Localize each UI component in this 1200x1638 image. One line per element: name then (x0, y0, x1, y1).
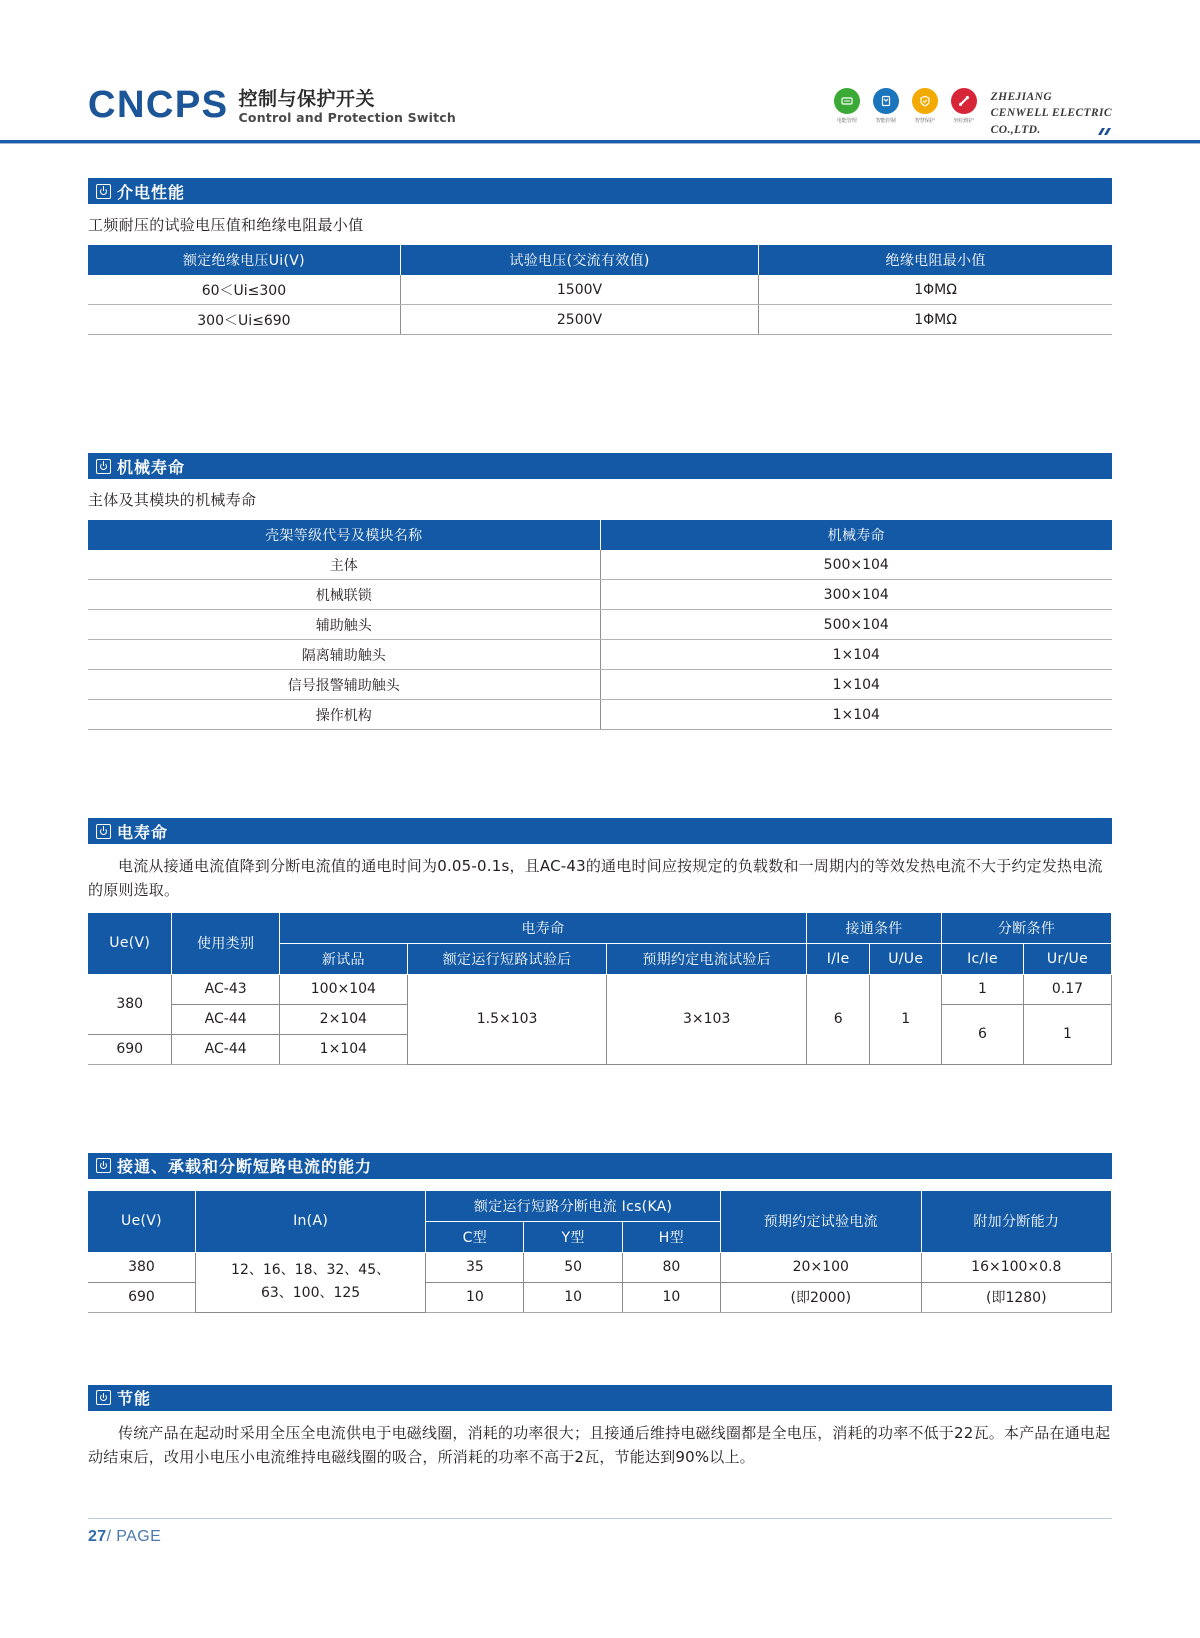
column-header-new-sample: 新试品 (279, 943, 407, 974)
corporate-identity (831, 88, 1112, 138)
column-header-i-ie: I/Ie (806, 943, 869, 974)
cell-test-voltage: 2500V (400, 305, 758, 335)
cell-ics-type-h: 10 (622, 1282, 720, 1312)
table-row (88, 640, 1112, 670)
table-row (88, 610, 1112, 640)
column-header-utilization-category: 使用类别 (172, 913, 279, 975)
cell-life-value: 500×104 (600, 610, 1112, 640)
table-row (88, 275, 1112, 305)
table-row (88, 1252, 1112, 1282)
column-group-header-making-conditions: 接通条件 (806, 913, 941, 944)
section-caption: 工频耐压的试验电压值和绝缘电阻最小值 (88, 216, 364, 234)
cell-ur-ue-merged: 1 (1023, 1004, 1111, 1064)
table-row (88, 580, 1112, 610)
cell-life-value: 300×104 (600, 580, 1112, 610)
cell-module-name: 隔离辅助触头 (88, 640, 600, 670)
section-caption: 主体及其模块的机械寿命 (88, 491, 257, 509)
company-name-line-3: CO.,LTD. (990, 123, 1041, 136)
cell-module-name: 机械联锁 (88, 580, 600, 610)
cell-ue-380: 380 (88, 974, 172, 1034)
column-group-header-ics: 额定运行短路分断电流 Ics(KA) (426, 1191, 721, 1222)
footer-divider (88, 1518, 1112, 1519)
cell-ics-type-c: 10 (426, 1282, 524, 1312)
table-row (88, 700, 1112, 730)
feature-icon-row (831, 88, 980, 124)
page-footer (88, 1518, 1112, 1546)
cell-life-value: 1×104 (600, 670, 1112, 700)
page-number-block (88, 1528, 1112, 1546)
mechanical-life-table (88, 520, 1112, 730)
feature-label: 电能管理 (836, 118, 857, 124)
table-row (88, 305, 1112, 335)
brand-wordmark: CNCPS (88, 84, 229, 126)
column-header-after-prospective-current: 预期约定电流试验后 (607, 943, 807, 974)
section-electrical-life (88, 818, 1112, 1065)
section-paragraph: 电流从接通电流值降到分断电流值的通电时间为0.05-0.1s，且AC-43的通电时间应按规定的负载数和一周期内的等效发热电流不大于约定发热电流的原则选取。 (88, 857, 1103, 900)
cell-voltage-range: 60＜Ui≤300 (88, 275, 400, 305)
feature-power-management (831, 88, 863, 124)
feature-label: 智慧保护 (914, 118, 935, 124)
section-spacer (88, 1313, 1112, 1385)
feature-easy-maintenance (948, 88, 980, 124)
cell-prospective-current: (即2000) (720, 1282, 921, 1312)
section-title: 介电性能 (117, 182, 186, 202)
page-header (0, 0, 1200, 142)
cell-ics-type-c: 35 (426, 1252, 524, 1282)
column-header-in: In(A) (195, 1191, 425, 1253)
smart-control-icon (873, 88, 899, 114)
section-title: 机械寿命 (117, 457, 186, 477)
short-circuit-table (88, 1191, 1112, 1313)
cell-ue-380: 380 (88, 1252, 195, 1282)
cell-voltage-range: 300＜Ui≤690 (88, 305, 400, 335)
table-row (88, 974, 1112, 1004)
cell-after-rated-short-circuit: 1.5×103 (407, 974, 607, 1064)
brand-chinese-name: 控制与保护开关 (238, 87, 376, 110)
cell-after-prospective-current: 3×103 (607, 974, 807, 1064)
column-header-ic-ie: Ic/Ie (942, 943, 1024, 974)
electrical-life-table (88, 913, 1112, 1065)
cell-module-name: 辅助触头 (88, 610, 600, 640)
table-header-row (88, 520, 1112, 550)
cell-category-ac43: AC-43 (172, 974, 279, 1004)
column-header-ue: Ue(V) (88, 913, 172, 975)
column-header-frame-code-module: 壳架等级代号及模块名称 (88, 520, 600, 550)
cell-module-name: 主体 (88, 550, 600, 580)
cell-prospective-current: 20×100 (720, 1252, 921, 1282)
company-name-line-2: CENWELL ELECTRIC (990, 107, 1112, 120)
column-header-test-voltage: 试验电压(交流有效值) (400, 245, 758, 275)
cell-i-ie: 6 (806, 974, 869, 1064)
section-spacer (88, 730, 1112, 818)
feature-label: 智能控制 (875, 118, 896, 124)
feature-smart-protection (909, 88, 941, 124)
cell-new-sample: 100×104 (279, 974, 407, 1004)
power-icon (96, 1158, 111, 1173)
cell-life-value: 1×104 (600, 700, 1112, 730)
company-emblem-icon (1096, 127, 1114, 136)
page-suffix: / PAGE (106, 1528, 162, 1545)
column-header-type-h: H型 (622, 1221, 720, 1252)
cell-new-sample: 2×104 (279, 1004, 407, 1034)
table-row (88, 550, 1112, 580)
company-name-line-1: ZHEJIANG (990, 91, 1053, 103)
cell-category-ac44: AC-44 (172, 1034, 279, 1064)
section-title: 节能 (117, 1389, 152, 1409)
page-number: 27 (88, 1528, 107, 1545)
cell-life-value: 500×104 (600, 550, 1112, 580)
table-row (88, 670, 1112, 700)
company-name (991, 88, 1112, 138)
cell-in-values (195, 1252, 425, 1312)
brand-english-name: Control and Protection Switch (238, 109, 456, 125)
section-mechanical-life (88, 453, 1112, 730)
cell-u-ue: 1 (870, 974, 942, 1064)
column-header-type-y: Y型 (524, 1221, 622, 1252)
wrench-icon (951, 88, 977, 114)
column-header-prospective-test-current: 预期约定试验电流 (720, 1191, 921, 1253)
cell-ic-ie-merged: 6 (942, 1004, 1024, 1064)
column-header-after-rated-short-circuit: 额定运行短路试验后 (407, 943, 607, 974)
section-header-electrical-life (88, 818, 1112, 844)
section-header-short-circuit (88, 1153, 1112, 1179)
section-short-circuit (88, 1153, 1112, 1313)
cell-ics-type-y: 50 (524, 1252, 622, 1282)
cell-category-ac44: AC-44 (172, 1004, 279, 1034)
power-icon (96, 1390, 111, 1405)
cell-min-resistance: 1ΦMΩ (759, 305, 1112, 335)
column-group-header-electrical-life: 电寿命 (279, 913, 806, 944)
cell-new-sample: 1×104 (279, 1034, 407, 1064)
cell-ue-690: 690 (88, 1282, 195, 1312)
cell-ic-ie: 1 (942, 974, 1024, 1004)
section-dielectric (88, 178, 1112, 335)
energy-meter-icon (834, 88, 860, 114)
section-energy-saving (88, 1385, 1112, 1470)
table-header-row (88, 245, 1112, 275)
cell-additional-breaking: (即1280) (921, 1282, 1111, 1312)
column-header-u-ue: U/Ue (870, 943, 942, 974)
table-header-row-group (88, 1191, 1112, 1222)
column-header-min-insulation-resistance: 绝缘电阻最小值 (759, 245, 1112, 275)
column-group-header-breaking-conditions: 分断条件 (942, 913, 1112, 944)
column-header-ur-ue: Ur/Ue (1023, 943, 1111, 974)
page-content (0, 178, 1200, 1469)
column-header-rated-insulation-voltage: 额定绝缘电压Ui(V) (88, 245, 400, 275)
cell-additional-breaking: 16×100×0.8 (921, 1252, 1111, 1282)
shield-icon (912, 88, 938, 114)
feature-label: 轻松维护 (953, 118, 974, 124)
section-title: 电寿命 (117, 822, 169, 842)
column-header-type-c: C型 (426, 1221, 524, 1252)
column-header-ue: Ue(V) (88, 1191, 195, 1253)
dielectric-table (88, 245, 1112, 335)
section-spacer (88, 335, 1112, 453)
column-header-mechanical-life: 机械寿命 (600, 520, 1112, 550)
feature-smart-control (870, 88, 902, 124)
section-paragraph: 传统产品在起动时采用全压全电流供电于电磁线圈，消耗的功率很大；且接通后维持电磁线圈都是全电压，消耗的功率不低于22瓦。本产品在通电起动结束后，改用小电压小电流维持电磁线圈的吸合，所消耗的功率不高于2瓦，节能达到90%以上。 (88, 1423, 1111, 1466)
power-icon (96, 459, 111, 474)
brand-logo (88, 86, 456, 124)
cell-ics-type-h: 80 (622, 1252, 720, 1282)
in-values-line-1: 12、16、18、32、45、 (231, 1262, 391, 1278)
column-header-additional-breaking: 附加分断能力 (921, 1191, 1111, 1253)
cell-test-voltage: 1500V (400, 275, 758, 305)
table-header-row-group (88, 913, 1112, 944)
cell-module-name: 信号报警辅助触头 (88, 670, 600, 700)
power-icon (96, 184, 111, 199)
section-header-mechanical-life (88, 453, 1112, 479)
in-values-line-2: 63、100、125 (260, 1285, 361, 1302)
section-header-energy-saving (88, 1385, 1112, 1411)
cell-module-name: 操作机构 (88, 700, 600, 730)
cell-life-value: 1×104 (600, 640, 1112, 670)
cell-ue-690: 690 (88, 1034, 172, 1064)
header-divider-thin (0, 143, 1200, 144)
cell-ur-ue: 0.17 (1023, 974, 1111, 1004)
cell-min-resistance: 1ΦMΩ (759, 275, 1112, 305)
section-spacer (88, 1065, 1112, 1153)
section-header-dielectric (88, 178, 1112, 204)
power-icon (96, 824, 111, 839)
cell-ics-type-y: 10 (524, 1282, 622, 1312)
section-title: 接通、承载和分断短路电流的能力 (117, 1157, 373, 1177)
